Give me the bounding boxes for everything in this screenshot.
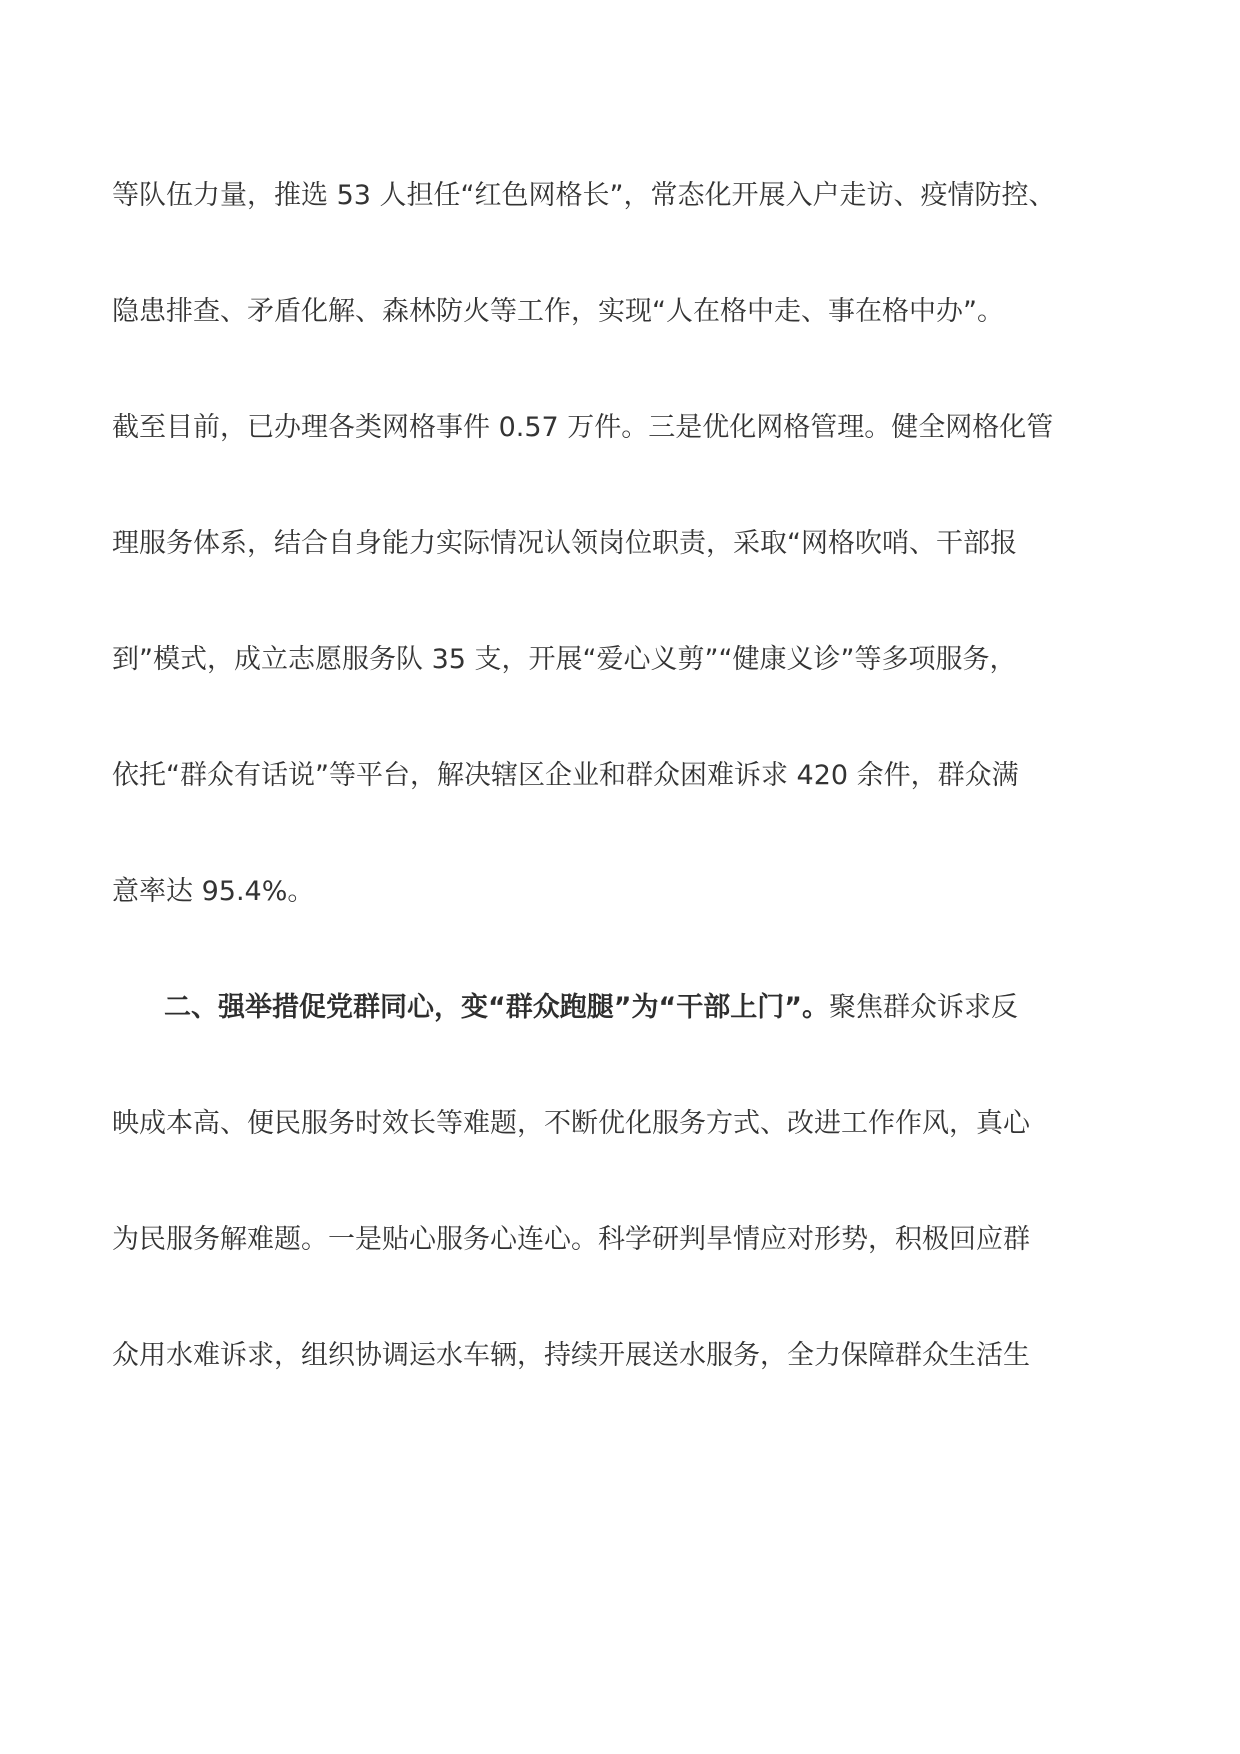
section-heading: 二、强举措促党群同心，变“群众跑腿”为“干部上门”。 [164,992,829,1023]
body-text-line: 众用水难诉求，组织协调运水车辆，持续开展送水服务，全力保障群众生活生 [112,1340,1030,1371]
body-text-line: 依托“群众有话说”等平台，解决辖区企业和群众困难诉求 420 余件，群众满 [112,760,1019,791]
body-text-line: 为民服务解难题。一是贴心服务心连心。科学研判旱情应对形势，积极回应群 [112,1224,1030,1255]
section-heading-line [164,988,1152,1028]
body-text-line: 映成本高、便民服务时效长等难题，不断优化服务方式、改进工作作风，真心 [112,1108,1030,1139]
body-text-line: 截至目前，已办理各类网格事件 0.57 万件。三是优化网格管理。健全网格化管 [112,412,1054,443]
body-text-line: 等队伍力量，推选 53 人担任“红色网格长”，常态化开展入户走访、疫情防控、 [112,180,1056,211]
body-text-line: 理服务体系，结合自身能力实际情况认领岗位职责，采取“网格吹哨、干部报 [112,528,1017,559]
body-text-line: 意率达 95.4%。 [112,876,315,907]
body-text-line: 隐患排查、矛盾化解、森林防火等工作，实现“人在格中走、事在格中办”。 [112,296,1004,327]
body-text-line: 到”模式，成立志愿服务队 35 支，开展“爱心义剪”“健康义诊”等多项服务， [112,644,1017,675]
body-text-line: 聚焦群众诉求反 [828,992,1018,1023]
